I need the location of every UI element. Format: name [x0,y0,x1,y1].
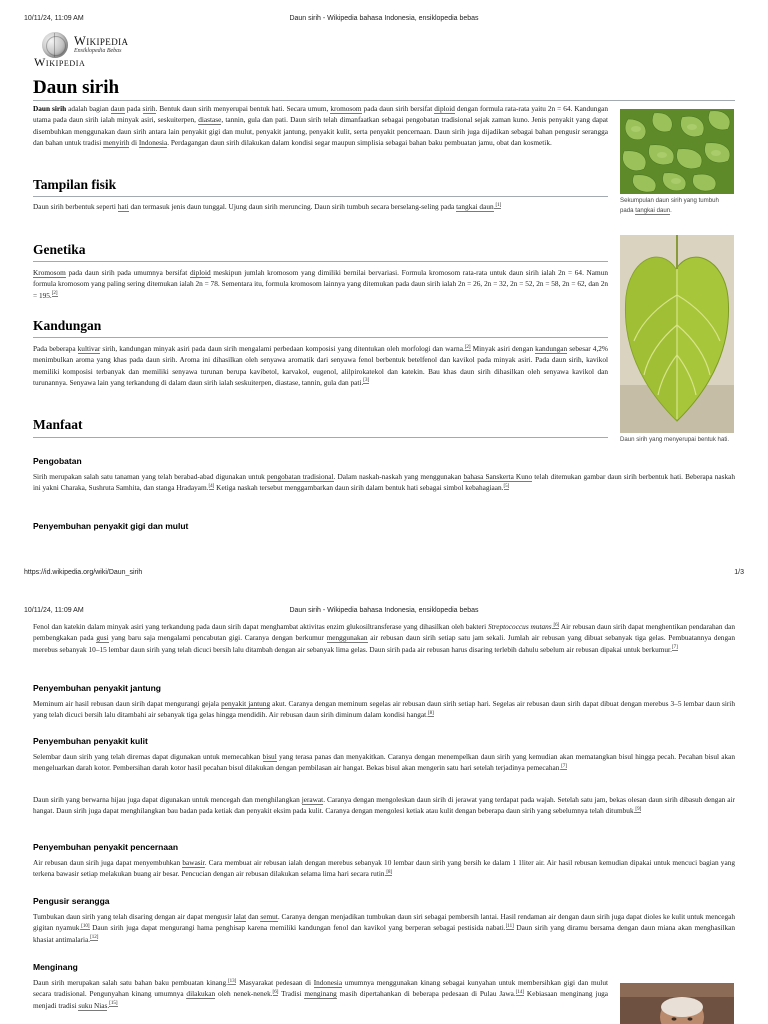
text-run: pada [124,104,143,113]
text-run: dengan formula rata-rata yaitu 2n = 64. Kandungan utama pada daun sirih ialah minyak asiri, seskuiterpen, [33,104,608,125]
text-run: oleh nenek-nenek. [215,989,273,999]
link-menyirih[interactable]: menyirih [103,137,130,147]
reference-1[interactable]: [1] [495,202,502,208]
reference-3[interactable]: [3] [363,378,370,384]
link-diploid[interactable]: diploid [434,104,455,113]
reference-8[interactable]: [8] [386,869,393,875]
text-run: Tradisi [278,989,305,999]
text-run: dan [246,912,261,921]
paragraph-pengobatan [33,471,735,494]
reference-6[interactable]: [6] [272,989,279,995]
link-bahasa-sanskerta-kuno[interactable]: bahasa Sanskerta Kuno [463,472,533,481]
text-run: Daun sirih merupakan salah satu bahan baku pembuatan kinang. [33,978,229,987]
print-url[interactable]: https://id.wikipedia.org/wiki/Daun_sirih [24,569,143,576]
text-run: Selembar daun sirih yang telah diremas dapat digunakan untuk memecahkan [33,752,263,761]
text-run: Meminum air hasil rebusan daun sirih dapat mengurangi gejala [33,699,222,708]
text-run: telah ditemukan gambar daun sirih berbentuk hati. Beberapa naskah ini yakni Charaka, Sushruta Samhita, dan stanga Hradayam. [33,472,736,493]
text-run: . [493,202,496,211]
link-jerawat[interactable]: jerawat [301,795,324,804]
text-run: masih dipertahankan di beberapa pedesaan di Pulau Jawa. [336,989,516,999]
reference-7[interactable]: [7] [561,763,568,769]
link-kromosom[interactable]: kromosom [330,104,362,113]
wikipedia-wordmark-secondary: Wikipedia [34,55,86,69]
intro-paragraph [33,103,608,148]
text-run: Daun sirih juga dapat mengurangi hama penghisap karena memiliki kandungan fenol dan kavikol yang berperan sebagai pestisida nabati. [89,923,506,933]
reference-11[interactable]: [11] [505,923,514,929]
link-tangkai-daun[interactable]: tangkai daun [456,202,494,211]
reference-13[interactable]: [13] [228,978,237,984]
link-dilakukan[interactable]: dilakukan [186,989,216,999]
text-run: Sirih merupakan salah satu tanaman yang telah berabad-abad digunakan untuk [33,472,267,481]
link-tangkai-daun-caption[interactable]: tangkai daun [635,206,671,214]
heading-pencernaan: Penyembuhan penyakit pencernaan [33,842,179,852]
text-run: . Perdagangan daun sirih dilakukan dalam kondisi segar maupun simplisia sebagai bahan baku pembuatan jamu, obat dan kosmetik. [167,137,552,147]
wikipedia-wordmark: Wikipedia [74,34,129,48]
caption-text: . [670,206,672,214]
heading-pengobatan: Pengobatan [33,456,82,466]
text-run: Ketiga naskah tersebut menggambarkan daun sirih dalam bentuk hati sebagai simbol kebahagiaan. [214,483,504,493]
heading-tampilan-fisik: Tampilan fisik [33,177,117,192]
reference-12[interactable]: [12] [90,935,99,941]
text-run: sebesar 4,2% menimbulkan aroma yang khas pada daun sirih. Aroma ini dihasilkan oleh senyawa aromatik dari senyawa fenol berbentuk betelfenol dan kavikol pada minyak asiri. Pada daun sirih, kavikol memiliki komposisi terbanyak dan memiliki senyawa turunan berupa kavibetol, karvakol, eugenol, alilpirokatekol dan katekin. Bau khas daun sirih dihasilkan oleh senyawa kavikol dan turunannya. Senyawa lain yang terkandung di dalam daun sirih ialah seskuiterpen, diastase, tannin, gula dan pati. [33,344,608,387]
link-kultivar[interactable]: kultivar [77,344,101,353]
link-diploid-genetika[interactable]: diploid [189,268,211,277]
link-penyakit-jantung[interactable]: penyakit jantung [221,699,271,708]
text-run: umumnya menggunakan kinang sebagai kunyahan untuk membersihkan gigi dan mulut secara tradisional. Pengunyahan kinang umumnya [33,978,608,999]
link-lalat[interactable]: lalat [233,912,247,921]
text-run: Daun sirih yang diramu bersama dengan daun miana akan menghasilkan khasiat antimalaria. [33,923,735,944]
text-run: . [551,622,554,631]
reference-14[interactable]: [14] [515,989,525,995]
print-date: 10/11/24, 11:09 AM [24,607,84,614]
sirih-leaves-photo [620,109,734,194]
caption-leaves [620,196,734,215]
text-run: . Bentuk daun sirih menyerupai bentuk hati. Secara umum, [155,104,331,113]
section-divider [33,196,608,197]
text-run: Daun sirih yang berwarna hijau juga dapat digunakan untuk mencegah dan menghilangkan [33,795,302,804]
link-daun[interactable]: daun [110,104,125,113]
paragraph-genetika [33,267,608,301]
link-diastase[interactable]: diastase [198,115,222,125]
link-menggunakan[interactable]: menggunakan [326,633,368,643]
link-bawasir[interactable]: bawasir [182,858,205,867]
reference-2[interactable]: [2] [464,344,471,350]
image-sirih-leaves[interactable] [620,109,734,194]
print-date: 10/11/24, 11:09 AM [24,15,84,22]
text-run: . [107,1000,110,1010]
paragraph-kandungan [33,343,608,388]
heading-gigi-mulut: Penyembuhan penyakit gigi dan mulut [33,521,189,531]
text-run: Pada beberapa [33,344,78,353]
text-run: yang terasa panas dan menyakitkan. Caranya dengan menempelkan daun sirih yang kemudian akan mematangkan bisul hingga pecah. Pecahan bisul akan mengeluarkan darah kotor. Pembersihan darah kotor hasil pecahan bisul dilakukan dengan pembilasan air hangat. Bekas bisul akan mengerin satu hari setelah terjadinya pemecahan. [33,752,735,773]
paragraph-jantung [33,698,735,721]
print-page-title: Daun sirih - Wikipedia bahasa Indonesia, ensiklopedia bebas [289,15,479,22]
print-page-number: 1/3 [734,569,744,576]
text-run: akut. Caranya dengan meminum segelas air rebusan daun sirih setiap hari. Segelas air rebusan daun sirih dapat dibuat dengan merebus 3–5 lembar daun sirih yang telah dicuci bersih lalu ditambahi air sebanyak tiga gelas hingga mendidih. Air rebusan daun sirih diminum dalam kondisi hangat. [33,699,735,720]
paragraph-pengusir-serangga [33,911,735,945]
section-divider [33,337,608,338]
caption-leaf: Daun sirih yang menyerupai bentuk hati. [620,436,730,443]
sirih-heart-leaf-photo [620,235,734,433]
paragraph-tampilan-fisik [33,201,608,212]
reference-5[interactable]: [5] [503,483,510,489]
text-run: . Caranya dengan menjadikan tumbukan daun siri sebagai pembersih lantai. Hasil rendaman air dengan daun sirih juga dapat dioles ke kulit untuk mencegah gigitan nyamuk. [33,912,736,933]
title-divider [33,100,735,101]
text-run: di [129,137,139,147]
page-title: Daun sirih [33,77,120,98]
text-run: . Caranya dengan mengoleskan daun sirih di jerawat yang terdapat pada wajah. Setelah satu jam, bekas olesan daun sirih dibasuh dengan air hangat. Daun sirih juga dapat menghilangkan bau badan pada ketiak dan penyakit eksim pada kulit. Caranya dengan mengolesi ketiak atau kulit dengan beberapa daun sirih yang sebelumnya telah ditumbuk. [33,795,735,816]
species-name: Streptococcus mutans [488,622,552,631]
image-sirih-leaf[interactable] [620,235,734,433]
intro-bold-term: Daun sirih [33,104,67,113]
text-run: meskipun jumlah kromosom yang dimiliki bernilai bervariasi. Formula kromosom rata-rata untuk daun sirih ialah 2n = 64. Namun formula kromosom yang paling sering ditemukan ialah 2n = 78. Sementara itu, formula kromosom lainnya yang ditemukan pada daun sirih ialah 2n = 26, 2n = 32, 2n = 52, 2n = 58, 2n = 62, dan 2n = 195. [33,268,609,300]
paragraph-kulit-1 [33,751,735,774]
paragraph-pencernaan [33,857,735,880]
text-run: . Dalam naskah-naskah yang menggunakan [333,472,464,481]
reference-2[interactable]: [2] [51,291,58,297]
reference-4[interactable]: [4] [208,483,215,489]
reference-8[interactable]: [8] [427,710,434,716]
link-hati[interactable]: hati [117,202,129,211]
wikipedia-logo[interactable] [34,31,174,71]
text-run: , tannin, gula dan pati. Daun sirih telah dimanfaatkan sebagai pengobatan tradisional sejak zaman kuno. Jenis penyakit yang dapat disembuhkan menggunakan daun sirih antara lain penyakit gigi dan mulut, penyakit jantung, penyakit kulit, serta penyakit pencernaan. Daun sirih juga dijadikan sebagai bahan pengusir serangga dan bahan untuk tradisi [33,115,608,147]
print-header [0,15,768,29]
text-run: air rebusan daun sirih setiap satu jam sekali. Jumlah air rebusan yang dibuat sebanyak tiga gelas. Pembuatannya dengan merebus sebanyak 10–15 lembar daun sirih yang telah dicuci bersih lalu ditambah dengan air sebanyak lima gelas. Daun sirih pada air rebusan harus disaring terlebih dahulu sebelum air rebusan dipakai untuk berkumur. [33,633,735,654]
reference-7[interactable]: [7] [671,645,678,651]
paragraph-menginang [33,977,608,1011]
text-run: pada daun sirih bersifat [361,104,435,113]
caption-text: Sekumpulan daun sirih yang tumbuh pada [620,197,719,214]
link-indonesia[interactable]: Indonesia [138,137,168,147]
text-run: Fenol dan katekin dalam minyak asiri yang terkandung pada daun sirih dapat menghambat aktivitas enzim glukosiltransferase yang dihasilkan oleh bakteri [33,622,488,631]
text-run: Masyarakat pedesaan di [236,978,314,987]
paragraph-gigi-mulut [33,621,735,655]
text-run: Air rebusan daun sirih dapat menghentikan pendarahan dan pembengkakan pada [33,622,735,643]
text-run: Tumbukan daun sirih yang telah disaring dengan air dapat mengusir [33,912,234,921]
text-run: Daun sirih berbentuk seperti [33,202,118,211]
link-suku-nias[interactable]: suku Nias [78,1000,108,1010]
heading-kandungan: Kandungan [33,318,102,333]
reference-6[interactable]: [6] [553,622,560,628]
paragraph-kulit-2 [33,794,735,817]
link-semut[interactable]: semut [260,912,278,921]
link-pengobatan-tradisional[interactable]: pengobatan tradisional [266,472,334,481]
text-run: Kebiasaan menginang juga menjadi tradisi [33,989,608,1010]
link-indonesia-menginang[interactable]: Indonesia [313,978,343,987]
reference-9[interactable]: [9] [635,806,642,812]
heading-manfaat: Manfaat [33,417,83,432]
section-divider [33,437,608,438]
print-header-page-2 [0,607,768,621]
text-run: pada daun sirih pada umumnya bersifat [65,268,190,277]
text-run: . Cara membuat air rebusan ialah dengan merebus sebanyak 10 lembar daun sirih yang bersih ke dalam 1 1liter air. Air hasil rebusan kemudian dipakai untuk mencuci bagian yang terkena bawasir setiap melakukan buang air besar. Pencucian dengan air rebusan dilakukan selama lima hari secara rutin. [33,858,735,879]
reference-15[interactable]: [15] [109,1001,118,1007]
link-bisul[interactable]: bisul [262,752,277,761]
heading-kulit: Penyembuhan penyakit kulit [33,736,148,746]
link-kromosom-genetika[interactable]: Kromosom [33,268,66,277]
text-run: dan termasuk jenis daun tunggal. Ujung daun sirih meruncing. Daun sirih tumbuh secara berselang-seling pada [128,202,457,211]
text-run: adalah bagian [66,104,111,113]
menginang-person-photo [620,983,734,1024]
heading-pengusir-serangga: Pengusir serangga [33,896,110,906]
link-kandungan[interactable]: kandungan [535,344,568,353]
print-page-title: Daun sirih - Wikipedia bahasa Indonesia, ensiklopedia bebas [289,607,479,614]
heading-menginang: Menginang [33,962,78,972]
text-run: Minyak asiri dengan [470,344,536,353]
link-gusi[interactable]: gusi [96,633,109,643]
reference-10[interactable]: [10] [81,923,90,929]
heading-genetika: Genetika [33,242,86,257]
image-menginang-person[interactable] [620,983,734,1024]
wikipedia-tagline: Ensiklopedia Bebas [74,48,122,54]
text-run: sirih, kandungan minyak asiri pada daun sirih mengalami perbedaan komposisi yang ditentukan oleh morfologi dan warna. [100,344,465,353]
section-divider [33,261,608,262]
heading-jantung: Penyembuhan penyakit jantung [33,683,161,693]
link-sirih[interactable]: sirih [142,104,156,113]
text-run: yang baru saja mengalami pencabutan gigi. Caranya dengan berkumur [108,633,327,643]
text-run: Air rebusan daun sirih juga dapat menyembuhkan [33,858,183,867]
link-menginang[interactable]: menginang [304,989,337,999]
